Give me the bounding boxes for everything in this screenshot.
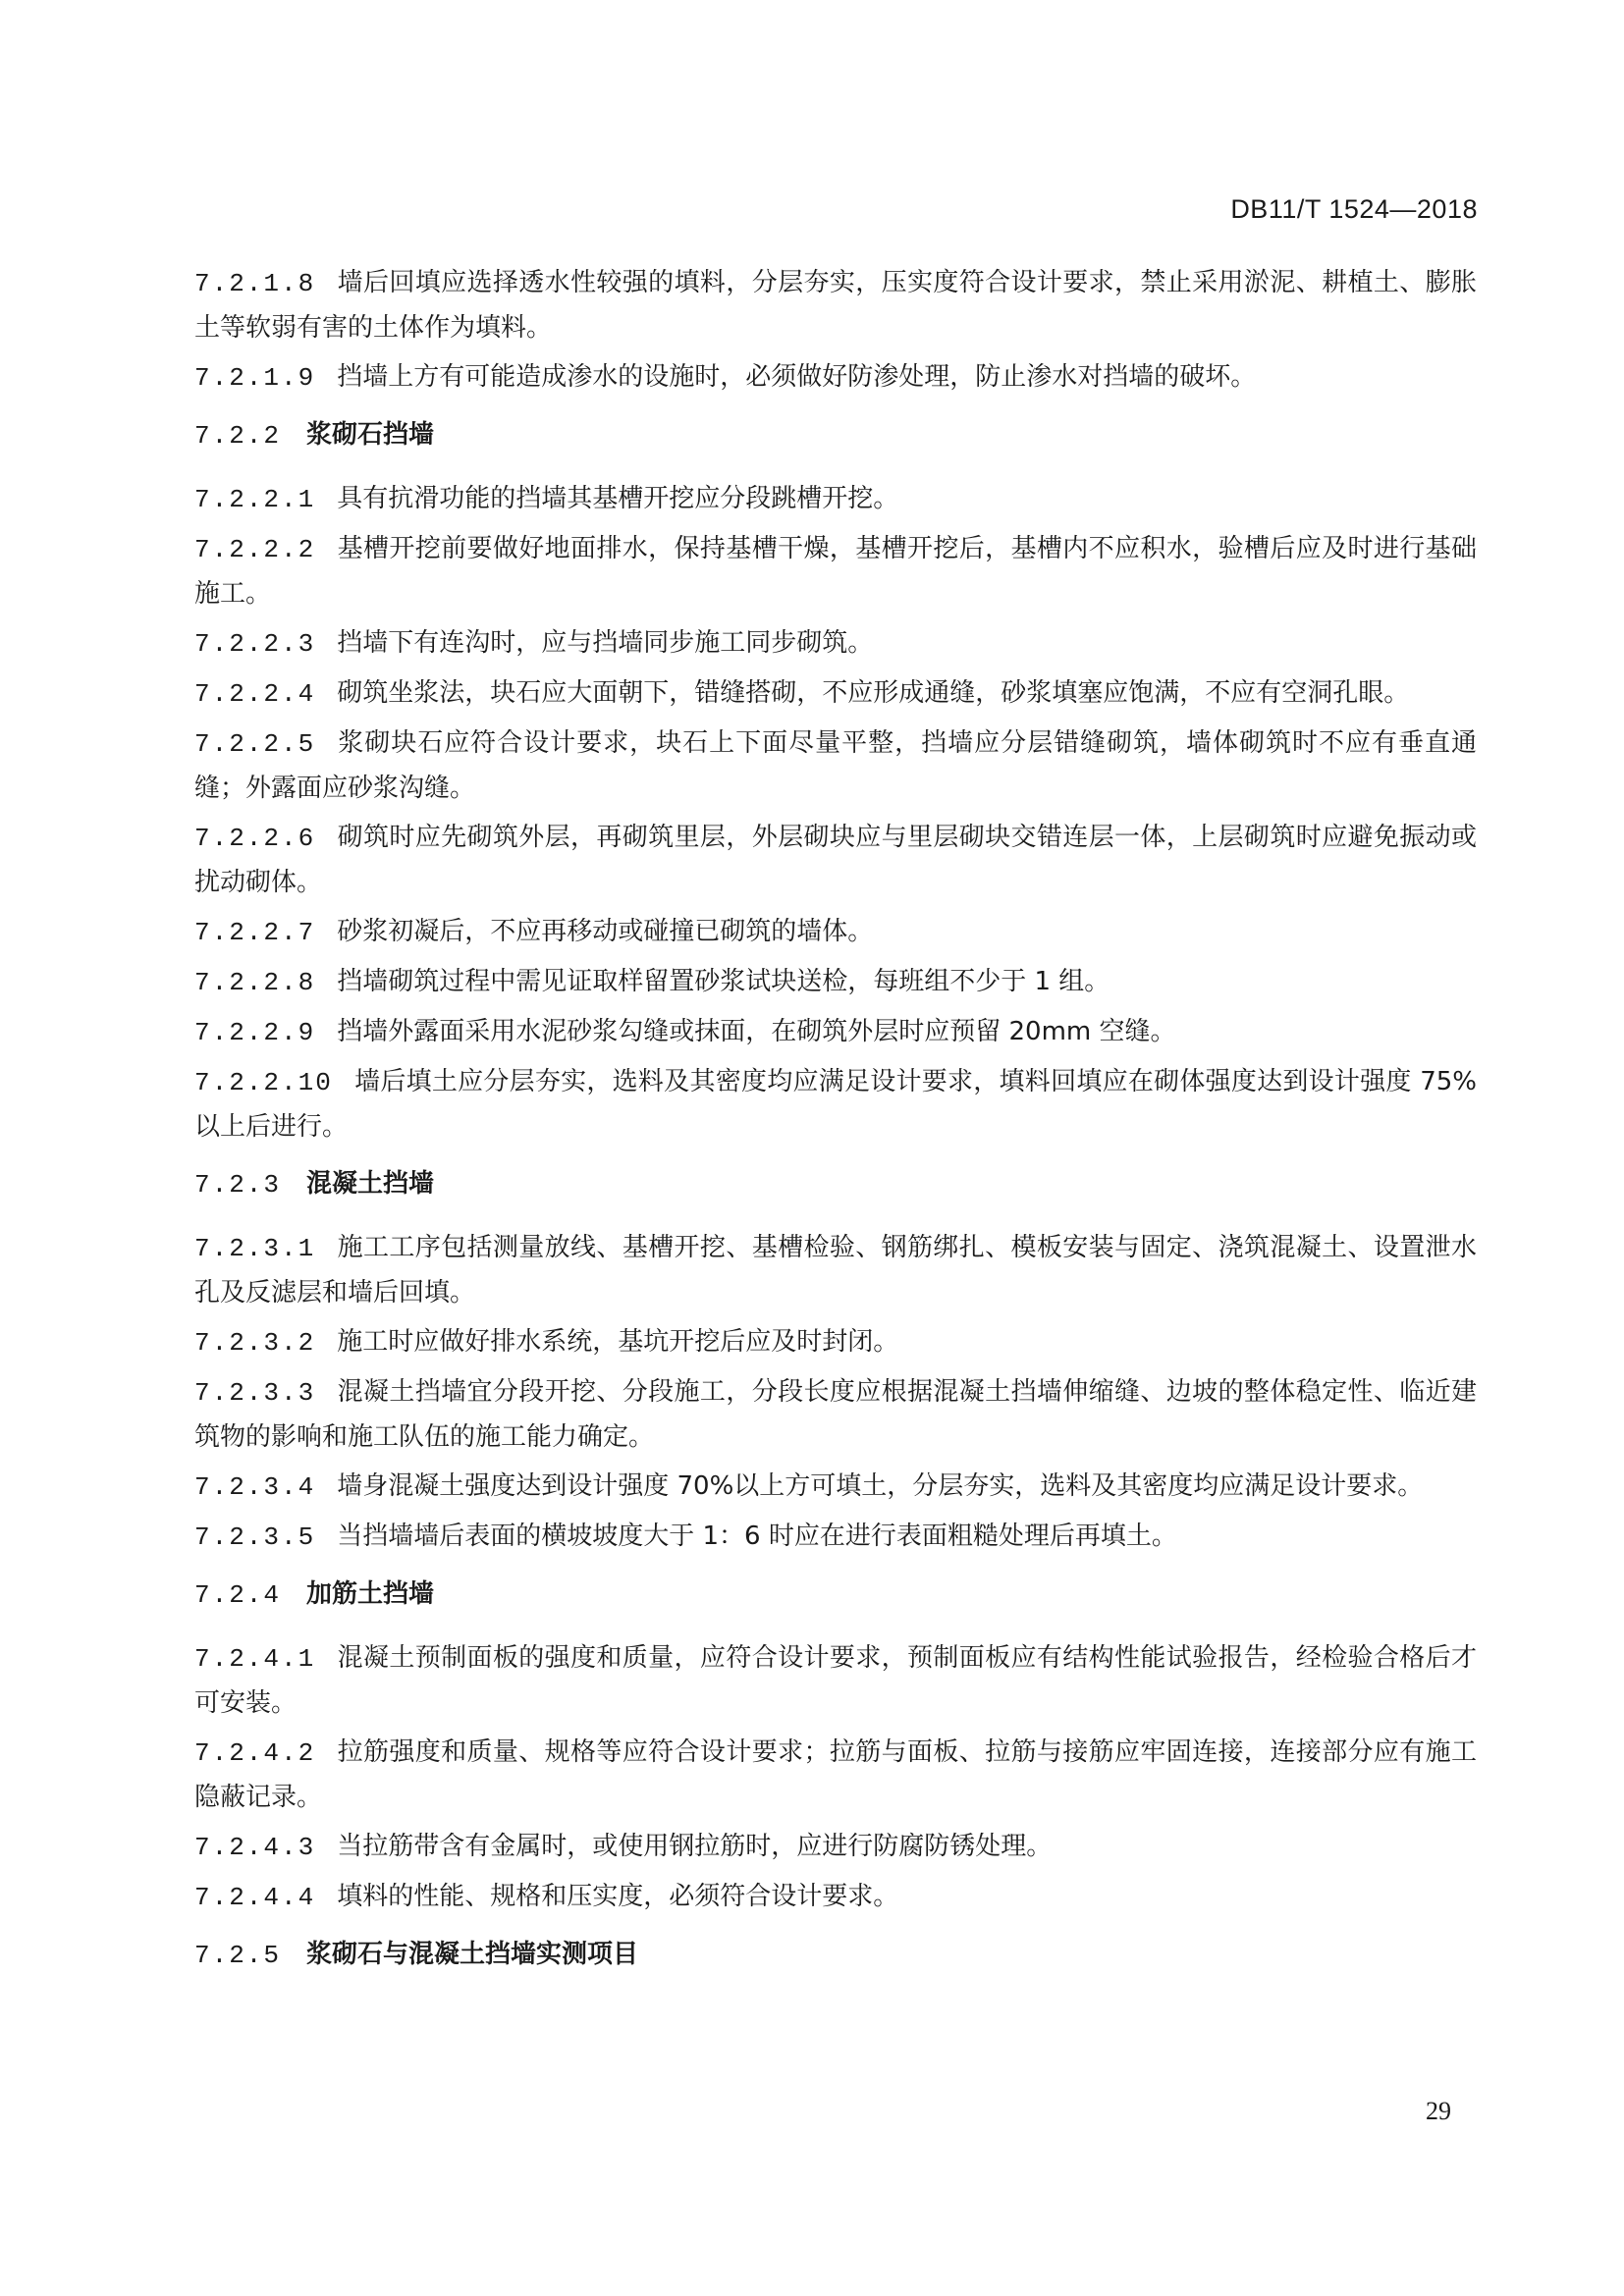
clause-text: 挡墙上方有可能造成渗水的设施时，必须做好防渗处理，防止渗水对挡墙的破坏。 bbox=[337, 362, 1257, 392]
clause-number: 7.2.2.10 bbox=[194, 1068, 333, 1097]
clause-text: 砌筑坐浆法，块石应大面朝下，错缝搭砌，不应形成通缝，砂浆填塞应饱满，不应有空洞孔眼。 bbox=[337, 678, 1410, 708]
clause-paragraph bbox=[194, 960, 1477, 1005]
clause-number: 7.2.2.9 bbox=[194, 1018, 316, 1047]
page-number: 29 bbox=[1426, 2097, 1451, 2125]
clause-text: 墙后填土应分层夯实，选料及其密度均应满足设计要求，填料回填应在砌体强度达到设计强度 75%以上后进行。 bbox=[194, 1067, 1477, 1142]
section-number: 7.2.3 bbox=[194, 1170, 282, 1200]
clause-paragraph bbox=[194, 1875, 1477, 1920]
clause-paragraph bbox=[194, 671, 1477, 717]
clause-paragraph bbox=[194, 816, 1477, 905]
clause-text: 具有抗滑功能的挡墙其基槽开挖应分段跳槽开挖。 bbox=[337, 484, 899, 513]
clause-text: 混凝土预制面板的强度和质量，应符合设计要求，预制面板应有结构性能试验报告，经检验合格后才可安装。 bbox=[194, 1643, 1477, 1718]
clause-paragraph bbox=[194, 261, 1477, 350]
clause-paragraph bbox=[194, 721, 1477, 811]
clause-paragraph bbox=[194, 1515, 1477, 1560]
clause-paragraph bbox=[194, 1370, 1477, 1460]
section-number: 7.2.2 bbox=[194, 421, 282, 451]
section-title: 浆砌石挡墙 bbox=[306, 420, 435, 450]
clause-paragraph bbox=[194, 477, 1477, 522]
clause-text: 填料的性能、规格和压实度，必须符合设计要求。 bbox=[337, 1882, 899, 1911]
clause-paragraph bbox=[194, 1731, 1477, 1820]
clause-text: 挡墙下有连沟时，应与挡墙同步施工同步砌筑。 bbox=[337, 628, 874, 658]
clause-paragraph bbox=[194, 1320, 1477, 1365]
clause-paragraph bbox=[194, 355, 1477, 400]
section-number: 7.2.5 bbox=[194, 1941, 282, 1970]
clause-text: 拉筋强度和质量、规格等应符合设计要求；拉筋与面板、拉筋与接筋应牢固连接，连接部分应有施工隐蔽记录。 bbox=[194, 1737, 1477, 1812]
clause-number: 7.2.4.1 bbox=[194, 1644, 316, 1674]
clause-paragraph bbox=[194, 1825, 1477, 1870]
section-heading bbox=[194, 1573, 1477, 1618]
clause-number: 7.2.3.5 bbox=[194, 1522, 316, 1552]
clause-text: 挡墙外露面采用水泥砂浆勾缝或抹面，在砌筑外层时应预留 20mm 空缝。 bbox=[337, 1017, 1176, 1046]
clause-number: 7.2.3.2 bbox=[194, 1328, 316, 1358]
section-heading bbox=[194, 1162, 1477, 1207]
section-heading bbox=[194, 413, 1477, 458]
clause-number: 7.2.3.1 bbox=[194, 1234, 316, 1263]
clause-number: 7.2.2.2 bbox=[194, 535, 316, 564]
clause-number: 7.2.3.4 bbox=[194, 1472, 316, 1502]
clause-paragraph bbox=[194, 527, 1477, 616]
clause-text: 施工时应做好排水系统，基坑开挖后应及时封闭。 bbox=[337, 1327, 899, 1357]
clause-number: 7.2.2.3 bbox=[194, 629, 316, 659]
clause-number: 7.2.4.3 bbox=[194, 1833, 316, 1862]
section-number: 7.2.4 bbox=[194, 1580, 282, 1610]
clause-text: 砌筑时应先砌筑外层，再砌筑里层，外层砌块应与里层砌块交错连层一体，上层砌筑时应避免振动或扰动砌体。 bbox=[194, 823, 1477, 897]
clause-paragraph bbox=[194, 1465, 1477, 1510]
clause-text: 挡墙砌筑过程中需见证取样留置砂浆试块送检，每班组不少于 1 组。 bbox=[337, 967, 1110, 996]
clause-number: 7.2.2.5 bbox=[194, 729, 316, 759]
clause-number: 7.2.4.2 bbox=[194, 1738, 316, 1768]
clause-number: 7.2.2.8 bbox=[194, 968, 316, 997]
clause-number: 7.2.2.7 bbox=[194, 918, 316, 947]
clause-number: 7.2.1.8 bbox=[194, 269, 316, 298]
clause-paragraph bbox=[194, 1226, 1477, 1315]
clause-number: 7.2.2.1 bbox=[194, 485, 316, 514]
clause-text: 当拉筋带含有金属时，或使用钢拉筋时，应进行防腐防锈处理。 bbox=[337, 1832, 1053, 1861]
section-title: 混凝土挡墙 bbox=[306, 1169, 435, 1199]
clause-text: 混凝土挡墙宜分段开挖、分段施工，分段长度应根据混凝土挡墙伸缩缝、边坡的整体稳定性、临近建筑物的影响和施工队伍的施工能力确定。 bbox=[194, 1377, 1477, 1452]
clause-paragraph bbox=[194, 1636, 1477, 1726]
clause-paragraph bbox=[194, 1010, 1477, 1055]
clause-number: 7.2.2.4 bbox=[194, 679, 316, 709]
clause-number: 7.2.1.9 bbox=[194, 363, 316, 393]
section-title: 加筋土挡墙 bbox=[306, 1579, 435, 1609]
clause-number: 7.2.3.3 bbox=[194, 1378, 316, 1408]
clause-text: 砂浆初凝后，不应再移动或碰撞已砌筑的墙体。 bbox=[337, 917, 874, 946]
document-code: DB11/T 1524—2018 bbox=[1230, 194, 1478, 224]
clause-paragraph bbox=[194, 621, 1477, 667]
clause-text: 施工工序包括测量放线、基槽开挖、基槽检验、钢筋绑扎、模板安装与固定、浇筑混凝土、设置泄水孔及反滤层和墙后回填。 bbox=[194, 1233, 1477, 1308]
section-title: 浆砌石与混凝土挡墙实测项目 bbox=[306, 1940, 639, 1969]
clause-number: 7.2.2.6 bbox=[194, 824, 316, 853]
clause-text: 墙身混凝土强度达到设计强度 70%以上方可填土，分层夯实，选料及其密度均应满足设计要求。 bbox=[337, 1471, 1424, 1501]
clause-paragraph bbox=[194, 910, 1477, 955]
clause-text: 浆砌块石应符合设计要求，块石上下面尽量平整，挡墙应分层错缝砌筑，墙体砌筑时不应有垂直通缝；外露面应砂浆沟缝。 bbox=[194, 728, 1477, 803]
clause-paragraph bbox=[194, 1060, 1477, 1149]
section-heading bbox=[194, 1933, 1477, 1978]
clause-number: 7.2.4.4 bbox=[194, 1883, 316, 1912]
clause-text: 墙后回填应选择透水性较强的填料，分层夯实，压实度符合设计要求，禁止采用淤泥、耕植土、膨胀土等软弱有害的土体作为填料。 bbox=[194, 268, 1477, 343]
clause-text: 基槽开挖前要做好地面排水，保持基槽干燥，基槽开挖后，基槽内不应积水，验槽后应及时进行基础施工。 bbox=[194, 534, 1477, 609]
document-body bbox=[194, 261, 1477, 1997]
clause-text: 当挡墙墙后表面的横坡坡度大于 1：6 时应在进行表面粗糙处理后再填土。 bbox=[337, 1522, 1177, 1551]
